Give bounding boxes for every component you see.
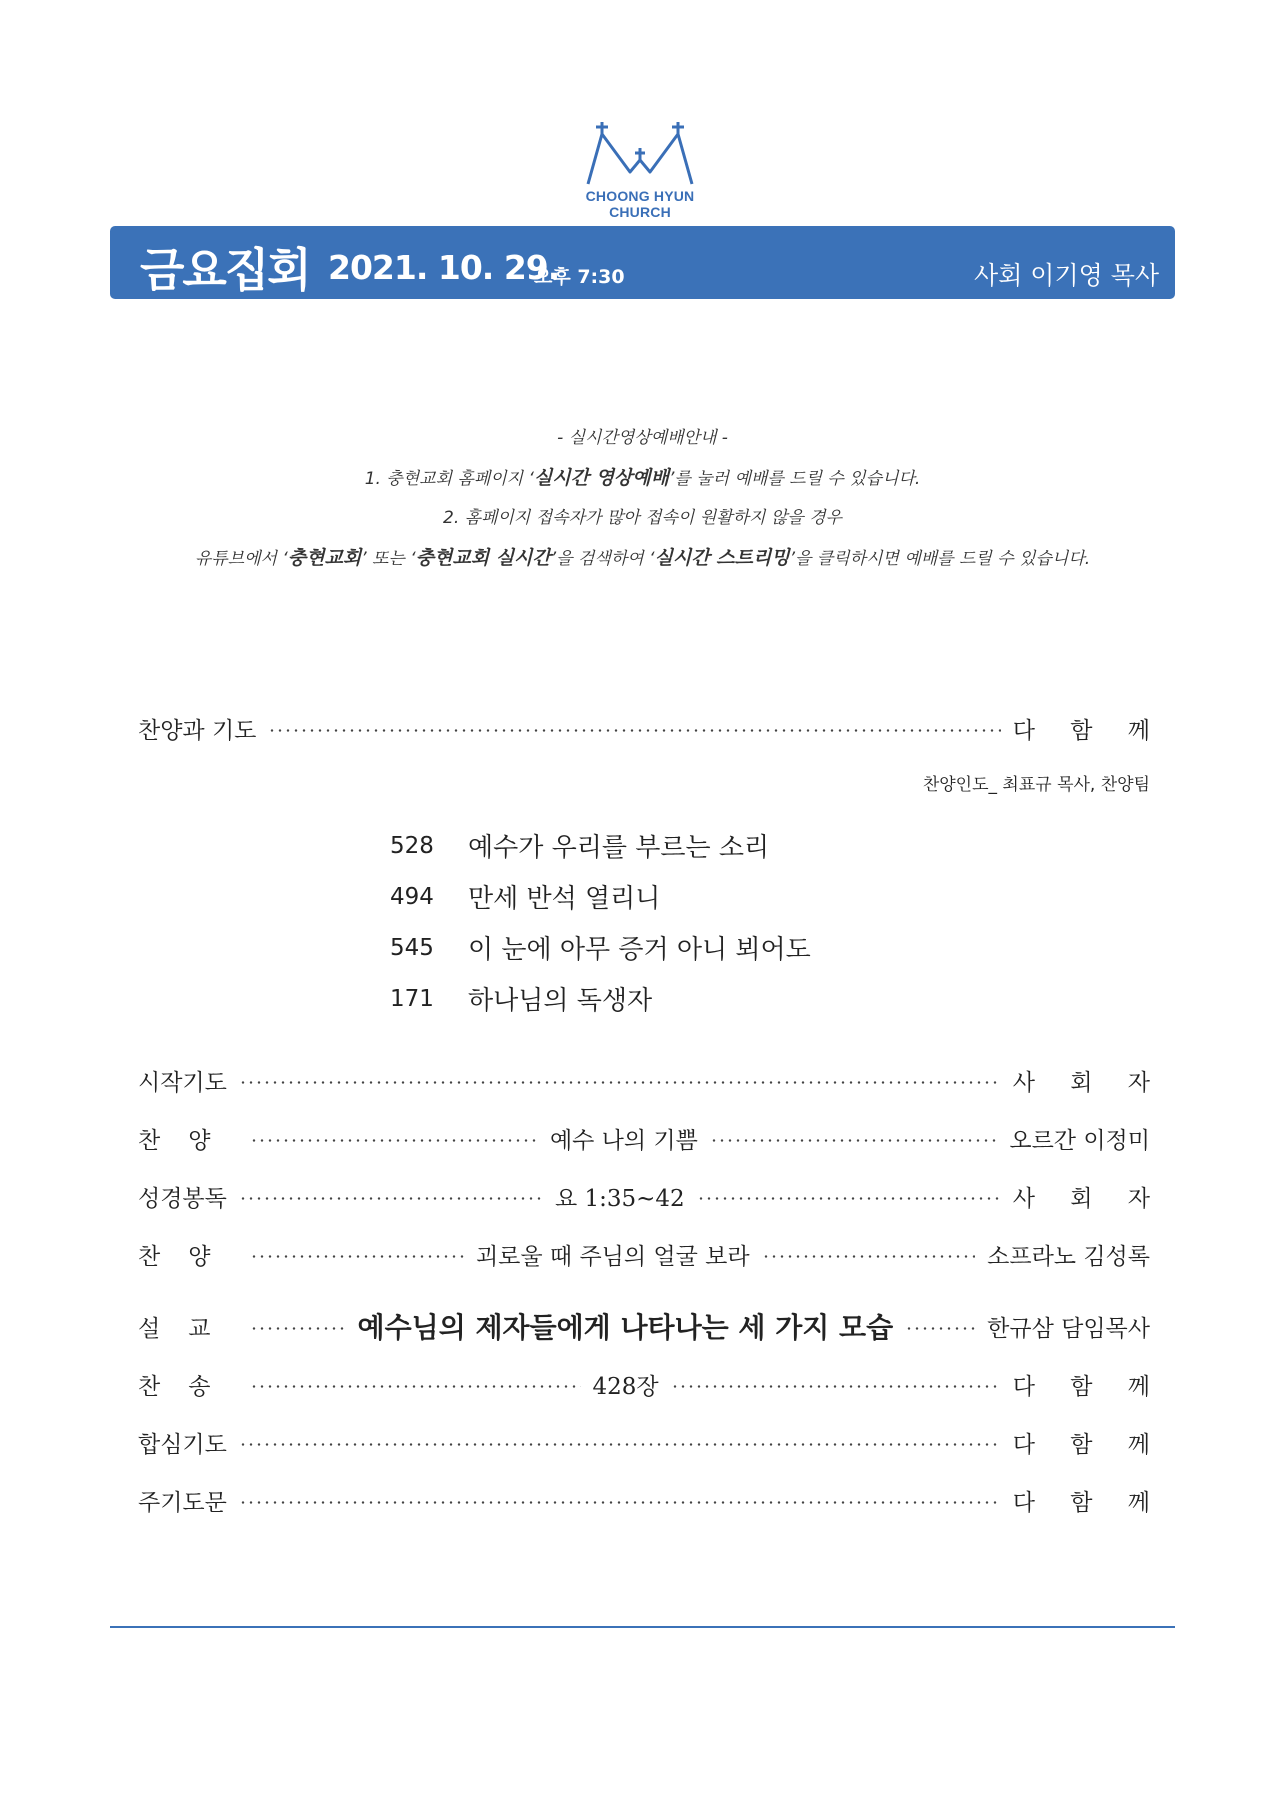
title-banner (110, 226, 1175, 299)
hymn-number: 545 (390, 934, 434, 961)
dot-leader (671, 1385, 1001, 1388)
order-item: 성경봉독 (138, 1185, 227, 1212)
church-spires-icon (584, 120, 696, 186)
dot-leader (268, 729, 1000, 732)
hymn-title: 하나님의 독생자 (468, 986, 653, 1016)
dot-leader (239, 1081, 1001, 1084)
order-row-praise-1 (138, 1118, 1150, 1158)
order-row-praise (138, 708, 1164, 748)
order-row-sermon (138, 1306, 1150, 1346)
dot-leader (697, 1197, 1001, 1200)
hymn-number: 171 (390, 985, 434, 1012)
dot-leader (250, 1255, 464, 1258)
service-date: 2021. 10. 29. (328, 248, 560, 287)
notice-heading: - 실시간영상예배안내 - (557, 428, 728, 448)
dot-leader (250, 1385, 580, 1388)
order-responsible: 다 함 께 (1012, 1373, 1164, 1400)
hymn-title: 만세 반석 열리니 (468, 884, 661, 914)
notice-highlight: 실시간 스트리밍 (654, 547, 790, 569)
praise-leader: 찬양인도_ 최표규 목사, 찬양팀 (922, 775, 1150, 795)
order-responsible: 한규삼 담임목사 (987, 1315, 1150, 1342)
list-item (390, 922, 811, 973)
notice-highlight: 충현교회 실시간 (415, 547, 551, 569)
dot-leader (250, 1139, 538, 1142)
logo-text: CHOONG HYUN CHURCH (585, 188, 695, 220)
order-item: 시작기도 (138, 1069, 227, 1096)
order-responsible: 다 함 께 (1012, 717, 1164, 744)
hymn-title: 예수가 우리를 부르는 소리 (468, 833, 770, 863)
notice-line-1 (110, 458, 1175, 498)
order-item: 찬양과 기도 (138, 717, 257, 744)
dot-leader (905, 1327, 975, 1330)
order-responsible: 사 회 자 (1012, 1069, 1164, 1096)
church-logo (560, 120, 720, 220)
order-item: 찬양 (138, 1127, 239, 1154)
order-row-scripture (138, 1176, 1164, 1216)
order-row-praise-2 (138, 1234, 1150, 1274)
notice-line-2: 2. 홈페이지 접속자가 많아 접속이 원활하지 않을 경우 (443, 508, 842, 528)
notice-text: ’를 눌러 예배를 드릴 수 있습니다. (669, 469, 921, 489)
hymn-list (390, 820, 811, 1024)
order-responsible: 다 함 께 (1012, 1489, 1164, 1516)
order-responsible: 사 회 자 (1012, 1185, 1164, 1212)
dot-leader (239, 1197, 543, 1200)
order-item: 설교 (138, 1315, 239, 1342)
order-item: 찬송 (138, 1373, 239, 1400)
service-time: 오후 7:30 (534, 266, 625, 288)
notice-text: 유튜브에서 ‘ (194, 549, 288, 569)
order-content: 예수 나의 기쁨 (549, 1127, 698, 1154)
service-title: 금요집회 (140, 243, 310, 297)
order-item: 찬양 (138, 1243, 239, 1270)
order-content: 괴로울 때 주님의 얼굴 보라 (475, 1243, 750, 1270)
list-item (390, 973, 811, 1024)
order-responsible: 소프라노 김성록 (987, 1243, 1150, 1270)
list-item (390, 871, 811, 922)
order-row-opening-prayer (138, 1060, 1164, 1100)
dot-leader (250, 1327, 345, 1330)
notice-line-3 (110, 538, 1175, 578)
order-item: 주기도문 (138, 1489, 227, 1516)
dot-leader (239, 1443, 1001, 1446)
service-host: 사회 이기영 목사 (974, 261, 1159, 290)
hymn-number: 494 (390, 883, 434, 910)
order-row-hymn (138, 1364, 1164, 1404)
order-content: 요 1:35~42 (554, 1185, 685, 1212)
notice-highlight: 충현교회 (287, 547, 362, 569)
bottom-divider (110, 1626, 1175, 1628)
sermon-title: 예수님의 제자들에게 나타나는 세 가지 모습 (357, 1311, 894, 1344)
list-item (390, 820, 811, 871)
notice-text: ’ 또는 ‘ (361, 549, 416, 569)
dot-leader (762, 1255, 976, 1258)
hymn-number: 528 (390, 832, 434, 859)
order-row-lords-prayer (138, 1480, 1164, 1520)
notice-highlight: 실시간 영상예배 (533, 467, 669, 489)
dot-leader (239, 1501, 1001, 1504)
order-item: 합심기도 (138, 1431, 227, 1458)
order-responsible: 오르간 이정미 (1009, 1127, 1150, 1154)
order-content: 428장 (592, 1373, 659, 1400)
order-responsible: 다 함 께 (1012, 1431, 1164, 1458)
hymn-title: 이 눈에 아무 증거 아니 뵈어도 (468, 935, 811, 965)
live-stream-notice (110, 418, 1175, 578)
notice-text: 1. 충현교회 홈페이지 ‘ (364, 469, 534, 489)
notice-text: ’을 검색하여 ‘ (550, 549, 655, 569)
order-row-unison-prayer (138, 1422, 1164, 1462)
dot-leader (710, 1139, 998, 1142)
notice-text: ’을 클릭하시면 예배를 드릴 수 있습니다. (789, 549, 1091, 569)
